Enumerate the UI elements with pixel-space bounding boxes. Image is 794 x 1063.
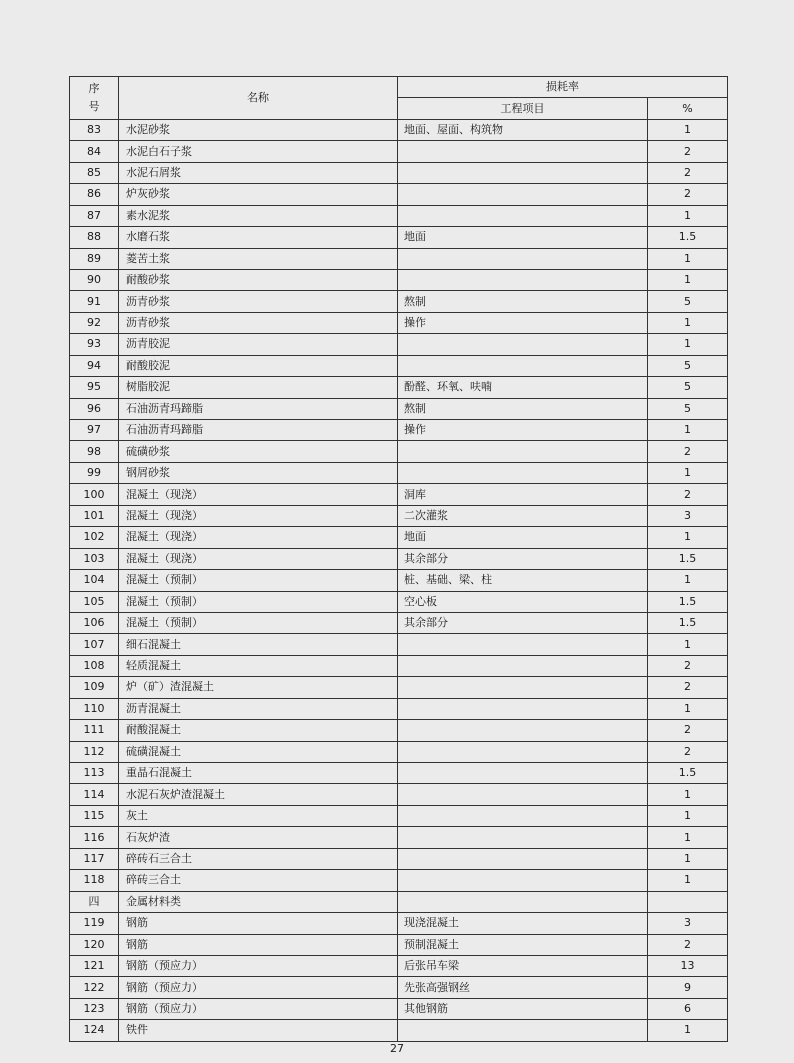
project-cell: 地面、屋面、构筑物 — [398, 119, 648, 140]
name-cell: 耐酸混凝土 — [119, 720, 398, 741]
table-row — [70, 741, 728, 762]
percent-cell: 2 — [648, 484, 728, 505]
name-cell: 硫磺混凝土 — [119, 741, 398, 762]
table-row — [70, 377, 728, 398]
table-row — [70, 848, 728, 869]
table-row — [70, 248, 728, 269]
percent-cell: 2 — [648, 741, 728, 762]
percent-cell: 1.5 — [648, 763, 728, 784]
name-cell: 钢屑砂浆 — [119, 462, 398, 483]
percent-cell: 1 — [648, 870, 728, 891]
percent-cell: 1 — [648, 119, 728, 140]
table-row — [70, 398, 728, 419]
project-cell: 桩、基础、梁、柱 — [398, 570, 648, 591]
name-cell: 水磨石浆 — [119, 227, 398, 248]
name-cell: 沥青砂浆 — [119, 291, 398, 312]
serial-cell: 86 — [70, 184, 119, 205]
percent-cell: 2 — [648, 720, 728, 741]
table-row — [70, 269, 728, 290]
table-row — [70, 677, 728, 698]
percent-cell: 1.5 — [648, 548, 728, 569]
header-percent: % — [648, 98, 728, 119]
table-row — [70, 827, 728, 848]
name-cell: 钢筋（预应力） — [119, 955, 398, 976]
table-row — [70, 591, 728, 612]
serial-cell: 106 — [70, 612, 119, 633]
table-row — [70, 227, 728, 248]
serial-cell: 84 — [70, 141, 119, 162]
project-cell: 酚醛、环氧、呋喃 — [398, 377, 648, 398]
header-project: 工程项目 — [398, 98, 648, 119]
serial-cell: 109 — [70, 677, 119, 698]
serial-cell: 118 — [70, 870, 119, 891]
project-cell — [398, 891, 648, 912]
table-row — [70, 634, 728, 655]
table-row — [70, 184, 728, 205]
project-cell: 后张吊车梁 — [398, 955, 648, 976]
percent-cell: 3 — [648, 505, 728, 526]
table-row — [70, 527, 728, 548]
name-cell: 沥青混凝土 — [119, 698, 398, 719]
serial-cell: 111 — [70, 720, 119, 741]
header-loss-rate: 损耗率 — [398, 77, 728, 98]
project-cell: 其余部分 — [398, 612, 648, 633]
table-body — [70, 119, 728, 1041]
project-cell — [398, 462, 648, 483]
project-cell — [398, 677, 648, 698]
serial-cell: 87 — [70, 205, 119, 226]
name-cell: 钢筋 — [119, 934, 398, 955]
table-row — [70, 913, 728, 934]
serial-cell: 88 — [70, 227, 119, 248]
table-row — [70, 119, 728, 140]
serial-cell: 120 — [70, 934, 119, 955]
percent-cell: 1 — [648, 805, 728, 826]
table-row — [70, 162, 728, 183]
header-serial-line2: 号 — [88, 99, 100, 113]
name-cell: 水泥砂浆 — [119, 119, 398, 140]
percent-cell — [648, 891, 728, 912]
name-cell: 水泥白石子浆 — [119, 141, 398, 162]
serial-cell: 123 — [70, 998, 119, 1019]
material-loss-rate-table — [69, 76, 728, 1042]
section-header-row — [70, 891, 728, 912]
table-row — [70, 870, 728, 891]
percent-cell: 2 — [648, 141, 728, 162]
percent-cell: 1 — [648, 848, 728, 869]
table-row — [70, 484, 728, 505]
project-cell: 二次灌浆 — [398, 505, 648, 526]
percent-cell: 5 — [648, 398, 728, 419]
serial-cell: 90 — [70, 269, 119, 290]
percent-cell: 2 — [648, 677, 728, 698]
name-cell: 树脂胶泥 — [119, 377, 398, 398]
project-cell — [398, 162, 648, 183]
serial-cell: 96 — [70, 398, 119, 419]
name-cell: 水泥石屑浆 — [119, 162, 398, 183]
percent-cell: 1 — [648, 248, 728, 269]
project-cell: 洞库 — [398, 484, 648, 505]
percent-cell: 2 — [648, 441, 728, 462]
table-row — [70, 612, 728, 633]
project-cell — [398, 184, 648, 205]
table-row — [70, 784, 728, 805]
serial-cell: 83 — [70, 119, 119, 140]
name-cell: 沥青胶泥 — [119, 334, 398, 355]
percent-cell: 3 — [648, 913, 728, 934]
serial-cell: 95 — [70, 377, 119, 398]
name-cell: 钢筋 — [119, 913, 398, 934]
percent-cell: 1 — [648, 527, 728, 548]
percent-cell: 1.5 — [648, 227, 728, 248]
percent-cell: 1 — [648, 334, 728, 355]
serial-cell: 85 — [70, 162, 119, 183]
project-cell — [398, 720, 648, 741]
serial-cell: 89 — [70, 248, 119, 269]
project-cell — [398, 698, 648, 719]
table-row — [70, 720, 728, 741]
table-row — [70, 570, 728, 591]
serial-cell: 108 — [70, 655, 119, 676]
percent-cell: 2 — [648, 162, 728, 183]
project-cell — [398, 334, 648, 355]
project-cell — [398, 784, 648, 805]
name-cell: 细石混凝土 — [119, 634, 398, 655]
serial-cell: 94 — [70, 355, 119, 376]
name-cell: 菱苦土浆 — [119, 248, 398, 269]
project-cell: 先张高强钢丝 — [398, 977, 648, 998]
percent-cell: 1 — [648, 634, 728, 655]
name-cell: 素水泥浆 — [119, 205, 398, 226]
percent-cell: 9 — [648, 977, 728, 998]
table-row — [70, 548, 728, 569]
name-cell: 石油沥青玛蹄脂 — [119, 420, 398, 441]
project-cell: 现浇混凝土 — [398, 913, 648, 934]
serial-cell: 91 — [70, 291, 119, 312]
serial-cell: 122 — [70, 977, 119, 998]
name-cell: 石灰炉渣 — [119, 827, 398, 848]
project-cell — [398, 441, 648, 462]
serial-cell: 104 — [70, 570, 119, 591]
percent-cell: 1 — [648, 205, 728, 226]
project-cell — [398, 655, 648, 676]
name-cell: 碎砖三合土 — [119, 870, 398, 891]
project-cell — [398, 763, 648, 784]
header-serial-line1: 序 — [88, 81, 100, 95]
name-cell: 耐酸胶泥 — [119, 355, 398, 376]
project-cell — [398, 634, 648, 655]
project-cell — [398, 741, 648, 762]
name-cell: 钢筋（预应力） — [119, 998, 398, 1019]
table-row — [70, 998, 728, 1019]
serial-cell: 101 — [70, 505, 119, 526]
project-cell — [398, 827, 648, 848]
table-row — [70, 205, 728, 226]
serial-cell: 119 — [70, 913, 119, 934]
percent-cell: 13 — [648, 955, 728, 976]
percent-cell: 1 — [648, 462, 728, 483]
name-cell: 耐酸砂浆 — [119, 269, 398, 290]
project-cell — [398, 141, 648, 162]
percent-cell: 1 — [648, 269, 728, 290]
percent-cell: 1 — [648, 827, 728, 848]
percent-cell: 1 — [648, 698, 728, 719]
serial-cell: 113 — [70, 763, 119, 784]
percent-cell: 2 — [648, 934, 728, 955]
project-cell: 地面 — [398, 227, 648, 248]
serial-cell: 114 — [70, 784, 119, 805]
percent-cell: 1 — [648, 1020, 728, 1041]
percent-cell: 5 — [648, 355, 728, 376]
table-row — [70, 505, 728, 526]
serial-cell: 124 — [70, 1020, 119, 1041]
project-cell — [398, 355, 648, 376]
header-name: 名称 — [119, 77, 398, 120]
percent-cell: 1.5 — [648, 612, 728, 633]
project-cell: 预制混凝土 — [398, 934, 648, 955]
project-cell: 其他钢筋 — [398, 998, 648, 1019]
project-cell: 操作 — [398, 420, 648, 441]
serial-cell: 121 — [70, 955, 119, 976]
percent-cell: 6 — [648, 998, 728, 1019]
percent-cell: 1 — [648, 570, 728, 591]
table-row — [70, 312, 728, 333]
table-row — [70, 420, 728, 441]
header-serial-number — [70, 77, 119, 120]
table-row — [70, 462, 728, 483]
serial-cell: 98 — [70, 441, 119, 462]
project-cell: 操作 — [398, 312, 648, 333]
project-cell — [398, 805, 648, 826]
table-row — [70, 355, 728, 376]
serial-cell: 四 — [70, 891, 119, 912]
percent-cell: 1 — [648, 784, 728, 805]
serial-cell: 97 — [70, 420, 119, 441]
name-cell: 重晶石混凝土 — [119, 763, 398, 784]
serial-cell: 105 — [70, 591, 119, 612]
project-cell — [398, 205, 648, 226]
table-row — [70, 805, 728, 826]
name-cell: 水泥石灰炉渣混凝土 — [119, 784, 398, 805]
serial-cell: 116 — [70, 827, 119, 848]
name-cell: 沥青砂浆 — [119, 312, 398, 333]
name-cell: 石油沥青玛蹄脂 — [119, 398, 398, 419]
page-number: 27 — [390, 1042, 404, 1055]
name-cell: 混凝土（现浇） — [119, 505, 398, 526]
project-cell: 熬制 — [398, 291, 648, 312]
percent-cell: 2 — [648, 184, 728, 205]
table-row — [70, 141, 728, 162]
percent-cell: 5 — [648, 377, 728, 398]
serial-cell: 100 — [70, 484, 119, 505]
name-cell: 炉灰砂浆 — [119, 184, 398, 205]
name-cell: 炉（矿）渣混凝土 — [119, 677, 398, 698]
table-row — [70, 977, 728, 998]
name-cell: 混凝土（预制） — [119, 570, 398, 591]
table-row — [70, 955, 728, 976]
table-row — [70, 655, 728, 676]
project-cell — [398, 1020, 648, 1041]
name-cell: 铁件 — [119, 1020, 398, 1041]
table-row — [70, 334, 728, 355]
project-cell: 空心板 — [398, 591, 648, 612]
percent-cell: 5 — [648, 291, 728, 312]
name-cell: 轻质混凝土 — [119, 655, 398, 676]
serial-cell: 92 — [70, 312, 119, 333]
project-cell: 其余部分 — [398, 548, 648, 569]
serial-cell: 117 — [70, 848, 119, 869]
project-cell — [398, 269, 648, 290]
serial-cell: 112 — [70, 741, 119, 762]
serial-cell: 93 — [70, 334, 119, 355]
project-cell — [398, 848, 648, 869]
name-cell: 钢筋（预应力） — [119, 977, 398, 998]
project-cell — [398, 248, 648, 269]
serial-cell: 99 — [70, 462, 119, 483]
percent-cell: 2 — [648, 655, 728, 676]
project-cell — [398, 870, 648, 891]
name-cell: 混凝土（预制） — [119, 591, 398, 612]
table-row — [70, 763, 728, 784]
percent-cell: 1 — [648, 312, 728, 333]
table-row — [70, 441, 728, 462]
serial-cell: 107 — [70, 634, 119, 655]
serial-cell: 115 — [70, 805, 119, 826]
project-cell: 地面 — [398, 527, 648, 548]
serial-cell: 102 — [70, 527, 119, 548]
project-cell: 熬制 — [398, 398, 648, 419]
name-cell: 混凝土（现浇） — [119, 548, 398, 569]
serial-cell: 110 — [70, 698, 119, 719]
name-cell: 混凝土（现浇） — [119, 527, 398, 548]
table-row — [70, 1020, 728, 1041]
percent-cell: 1 — [648, 420, 728, 441]
table-row — [70, 698, 728, 719]
name-cell: 灰土 — [119, 805, 398, 826]
name-cell: 混凝土（现浇） — [119, 484, 398, 505]
percent-cell: 1.5 — [648, 591, 728, 612]
serial-cell: 103 — [70, 548, 119, 569]
name-cell: 金属材料类 — [119, 891, 398, 912]
table-row — [70, 934, 728, 955]
name-cell: 混凝土（预制） — [119, 612, 398, 633]
name-cell: 硫磺砂浆 — [119, 441, 398, 462]
name-cell: 碎砖石三合土 — [119, 848, 398, 869]
table-row — [70, 291, 728, 312]
